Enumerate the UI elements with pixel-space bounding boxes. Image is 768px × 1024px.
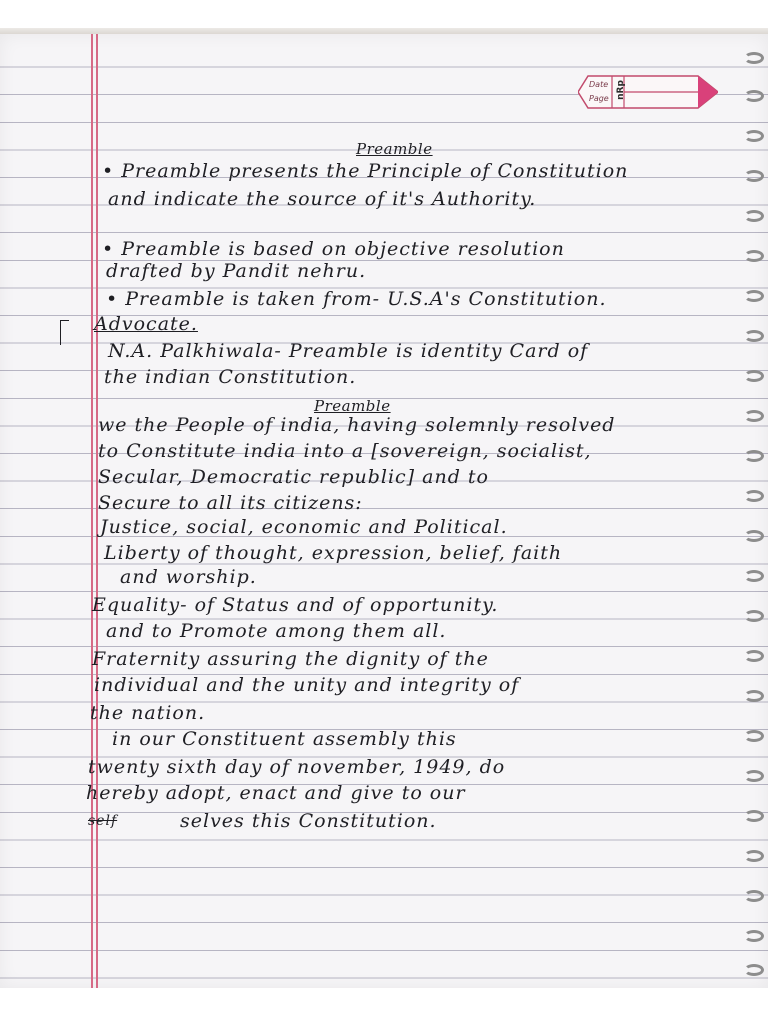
spiral-ring [744, 490, 764, 502]
spiral-ring [744, 964, 764, 976]
advocate-heading: Advocate. [94, 313, 198, 335]
page-label: Page [589, 94, 609, 103]
handwritten-line: the indian Constitution. [104, 366, 357, 388]
handwritten-line: the nation. [90, 702, 206, 724]
spiral-ring [744, 650, 764, 662]
handwritten-line: we the People of india, having solemnly resolved [98, 414, 616, 436]
spiral-ring [744, 770, 764, 782]
handwritten-line: drafted by Pandit nehru. [106, 260, 367, 282]
spiral-ring [744, 930, 764, 942]
handwritten-line: • Preamble is based on objective resolution [102, 238, 565, 260]
spiral-ring [744, 450, 764, 462]
handwritten-line: to Constitute india into a [sovereign, socialist, [98, 440, 592, 462]
handwritten-line: individual and the unity and integrity of [94, 674, 520, 696]
handwritten-line: in our Constituent assembly this [112, 728, 457, 750]
spiral-ring [744, 330, 764, 342]
handwritten-line: Liberty of thought, expression, belief, faith [104, 542, 563, 564]
handwritten-line: Fraternity assuring the dignity of the [92, 648, 489, 670]
spiral-ring [744, 290, 764, 302]
handwritten-line: N.A. Palkhiwala- Preamble is identity Card of [108, 340, 589, 362]
spiral-ring [744, 610, 764, 622]
spiral-ring [744, 130, 764, 142]
date-page-graphic [578, 72, 718, 112]
margin-line [91, 34, 93, 988]
handwritten-line: and worship. [120, 566, 257, 588]
brand-logo: nRp [615, 80, 626, 100]
handwritten-line: Equality- of Status and of opportunity. [92, 594, 499, 616]
handwritten-line: Secure to all its citizens: [98, 492, 363, 514]
spiral-ring [744, 170, 764, 182]
section-title: Preamble [314, 397, 391, 415]
date-page-box [578, 72, 718, 112]
handwritten-line: • Preamble presents the Principle of Constitution [102, 160, 629, 182]
struck-word: self [88, 813, 118, 829]
spiral-ring [744, 810, 764, 822]
spiral-ring [744, 250, 764, 262]
spiral-ring [744, 530, 764, 542]
spiral-ring [744, 410, 764, 422]
handwritten-line: twenty sixth day of november, 1949, do [88, 756, 506, 778]
spiral-ring [744, 52, 764, 64]
spiral-ring [744, 570, 764, 582]
bracket-mark [60, 320, 69, 345]
handwritten-line: hereby adopt, enact and give to our [86, 782, 466, 804]
handwritten-line: and to Promote among them all. [106, 620, 447, 642]
spiral-ring [744, 90, 764, 102]
background-band [0, 988, 768, 1024]
notes-title: Preamble [356, 140, 433, 158]
handwritten-line: Secular, Democratic republic] and to [98, 466, 489, 488]
spiral-ring [744, 890, 764, 902]
handwritten-line: and indicate the source of it's Authority. [108, 188, 537, 210]
spiral-binding [738, 34, 768, 988]
handwritten-line: selves this Constitution. [180, 810, 437, 832]
spiral-ring [744, 690, 764, 702]
handwritten-line: Justice, social, economic and Political. [100, 516, 508, 538]
handwritten-line: • Preamble is taken from- U.S.A's Constitution. [106, 288, 607, 310]
spiral-ring [744, 730, 764, 742]
date-label: Date [589, 80, 609, 89]
spiral-ring [744, 210, 764, 222]
spiral-ring [744, 850, 764, 862]
spiral-ring [744, 370, 764, 382]
